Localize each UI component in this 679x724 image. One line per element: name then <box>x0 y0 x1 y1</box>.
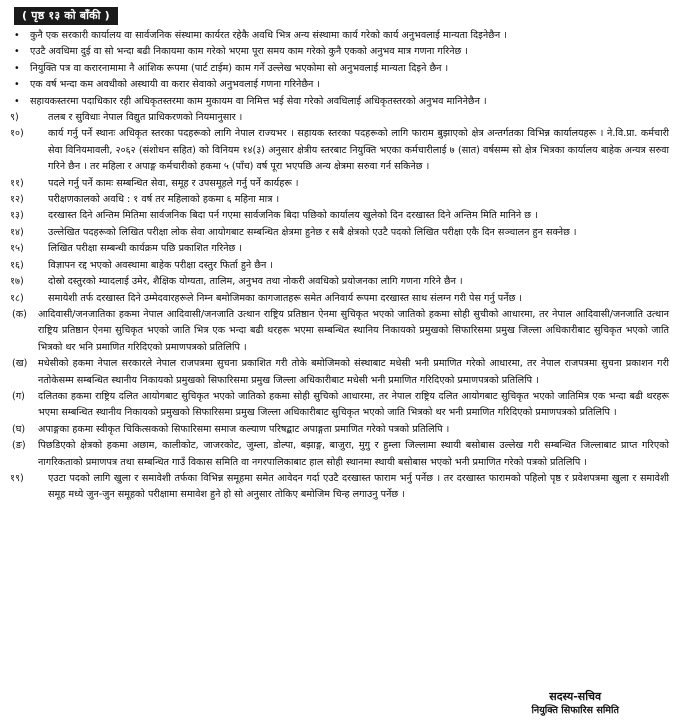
clause-text: उल्लेखित पदहरूको लिखित परीक्षा लोक सेवा आयोगबाट सम्बन्धित क्षेत्रमा हुनेछ र सबै क्षेत्रको एउटै पदको लिखित परीक्षा एकै दिन सञ्चालन हुन सक्नेछ । <box>48 226 577 238</box>
signatory-title: सदस्य-सचिव <box>549 690 602 703</box>
clause-item <box>10 110 669 126</box>
sub-clause-item <box>10 389 669 422</box>
experience-bullet-list <box>10 28 669 110</box>
sub-clause-label: (ख) <box>12 358 28 370</box>
sub-clause-text: आदिवासी/जनजातिका हकमा नेपाल आदिवासी/जनजाति उत्थान राष्ट्रिय प्रतिष्ठान ऐनमा सुचिकृत भएको जातिको हकमा सोही सुचीको आधारमा, तर नेपाल आदिवासी/जनजाति उत्थान राष्ट्रिय प्रतिष्ठान ऐनमा सुचिकृत भएको जाति भित्र एक भन्दा बढी थरहरू भएमा सम्बन्धित स्थानिय निकायको प्रमुखको सिफारिसमा प्रमुख जिल्ला अधिकारीबाट सुचिकृत भएको जाति भित्रको थर भनि प्रमाणित गरिदिएको प्रमाणपत्रको प्रतिलिपि । <box>38 308 669 353</box>
bullet-item: • एक वर्ष भन्दा कम अवधीको अस्थायी वा करार सेवाको अनुभवलाई गणना गरिनेछैन । <box>10 77 669 93</box>
committee-name: नियुक्ति सिफारिस समिति <box>531 705 619 716</box>
sub-clause-item <box>10 356 669 389</box>
sub-clause-text: पिछडिएको क्षेत्रको हकमा अछाम, कालीकोट, जाजरकोट, जुम्ला, डोल्पा, बझाङ्ग, बाजुरा, मुगु र हुम्ला जिल्लामा स्थायी बसोबास उल्लेख गरी सम्बन्धित जिल्लाबाट प्राप्त गरिएको नागरिकताको प्रमाणपत्र तथा सम्बन्धित गाउँ विकास समिति वा नगरपालिकाबाट हाल सोही स्थानमा स्थायी बसोबास भएको भनी प्रमाणित गरेको पत्रको प्रतिलिपि । <box>38 440 669 468</box>
clause-item <box>10 126 669 175</box>
numbered-clause-list <box>10 110 669 504</box>
clause-number: ९) <box>10 112 19 124</box>
continued-label: ( पृष्ठ १३ को बाँकी ) <box>14 7 118 25</box>
inclusive-documents-list <box>10 307 669 471</box>
clause-item <box>10 176 669 192</box>
clause-number: १७) <box>10 276 24 288</box>
sub-clause-label: (क) <box>12 308 27 320</box>
clause-text: लिखित परीक्षा सम्बन्धी कार्यक्रम पछि प्रकाशित गरिनेछ । <box>48 243 242 255</box>
clause-item <box>10 471 669 504</box>
clause-item <box>10 274 669 290</box>
sub-clause-item <box>10 307 669 356</box>
bullet-item: • नियुक्ति पत्र वा करारनामामा नै आंशिक रूपमा (पार्ट टाईम) काम गर्ने उल्लेख भएकोमा सो अनुभवलाई मान्यता दिइने छैन । <box>10 61 669 77</box>
clause-number: १६) <box>10 259 24 271</box>
clause-text: दरखास्त दिने अन्तिम मितिमा सार्वजनिक बिदा पर्न गएमा सार्वजनिक बिदा पछिको कार्यालय खुलेको दिन दरखास्त दिने अन्तिम मिति मानिने छ । <box>48 210 538 222</box>
clause-text: कार्य गर्नु पर्ने स्थानः अधिकृत स्तरका पदहरूको लागि नेपाल राज्यभर । सहायक स्तरका पदहरूको लागि फाराम बुझाएको क्षेत्र अन्तर्गतका विभिन्न कार्यालयहरू । ने.वि.प्रा. कर्मचारी सेवा विनियमावली, २०६२ (संशोधन सहित) को विनियम १४(३) अनुसार क्षेत्रीय स्तरबाट नियुक्ति भएका कर्मचारीलाई ७ (सात) वर्षसम्म सो क्षेत्र भित्रका कार्यालय बाहेक अन्यत्र सरुवा गरिने छैन । तर महिला र अपाङ्ग कर्मचारीको हकमा ५ (पाँच) वर्ष पूरा भएपछि अन्य क्षेत्रमा सरुवा गर्न सकिनेछ । <box>48 128 670 173</box>
clause-number: १८) <box>10 292 24 304</box>
clause-number: १९) <box>10 472 24 484</box>
sub-clause-item <box>10 438 669 471</box>
sub-clause-item <box>10 422 669 438</box>
clause-item <box>10 241 669 257</box>
sub-clause-text: मधेसीको हकमा नेपाल सरकारले नेपाल राजपत्रमा सुचना प्रकाशित गरी तोके बमोजिमको संस्थाबाट मधेसी भनी प्रमाणित गरेको आधारमा, तर नेपाल राजपत्रमा सुचना प्रकाशन गरी नतोकेसम्म सम्बन्धित स्थानीय निकायको प्रमुखको सिफारिसमा प्रमुख जिल्ला अधिकारीबाट मधेसी भनी प्रमाणित गरिदिएको प्रमाणपत्रको प्रतिलिपि । <box>38 358 669 386</box>
sub-clause-text: दलितका हकमा राष्ट्रिय दलित आयोगबाट सुचिकृत भएको जातिको हकमा सोही सुचिको आधारमा, तर नेपाल राष्ट्रिय दलित आयोगबाट सुचिकृत भएको जातिमित्र एक भन्दा बढी थरहरू भएमा सम्बन्धित स्थानीय निकायको प्रमुखको सिफारिसमा प्रमुख जिल्ला अधिकारीबाट सुचिकृत भएको जाति भित्रको थर भनी प्रमाणित गरिदिएको प्रमाणपत्रको प्रतिलिपि । <box>38 390 669 419</box>
sub-clause-label: (ग) <box>12 390 25 402</box>
clause-number: ११) <box>10 177 24 189</box>
clause-number: १०) <box>10 128 24 140</box>
clause-item <box>10 258 669 274</box>
clause-number: १३) <box>10 210 24 222</box>
clause-text: विज्ञापन रद्द भएको अवस्थामा बाहेक परीक्षा दस्तुर फिर्ता हुने छैन । <box>48 259 274 271</box>
clause-text: तलब र सुविधाः नेपाल विद्युत प्राधिकरणको नियमानुसार । <box>48 112 243 124</box>
clause-text: परीक्षणकालको अवधि : १ वर्ष तर महिलाको हकमा ६ महिना मात्र । <box>48 194 280 206</box>
bullet-item: • एउटै अवधिमा दुई वा सो भन्दा बढी निकायमा काम गरेको भएमा पूरा समय काम गरेको कुनै एकको अनुभव मात्र गणना गरिनेछ । <box>10 44 669 60</box>
clause-item <box>10 225 669 241</box>
clause-text: पदले गर्नु पर्ने कामः सम्बन्धित सेवा, समूह र उपसमूहले गर्नु पर्ने कार्यहरू । <box>48 177 299 189</box>
clause-text: समायेशी तर्फ दरखास्त दिने उम्मेदवारहरूले निम्न बमोजिमका कागजातहरू समेत अनिवार्य रूपमा दरखास्त साथ संलग्न गरी पेस गर्नु पर्नेछ । <box>48 292 522 304</box>
sub-clause-text: अपाङ्गका हकमा स्वीकृत चिकित्सकको सिफारिसमा समाज कल्याण परिषद्बाट अपाङ्गता प्रमाणित गरेको पत्रको प्रतिलिपि । <box>38 423 450 435</box>
clause-number: १४) <box>10 226 24 238</box>
clause-item <box>10 192 669 208</box>
signature-block <box>531 689 619 718</box>
clause-text: एउटा पदको लागि खुला र समावेशी तर्फका विभिन्न समूहमा समेत आवेदन गर्दा एउटै दरखास्त फाराम भर्नु पर्नेछ । तर दरखास्त फारामको पहिलो पृष्ठ र प्रवेशपत्रमा खुला र समावेशी समूह मध्ये जुन-जुन समूहको परीक्षामा समावेश हुने हो सो अनुसार तोकिए बमोजिम चिन्ह लगाउनु पर्नेछ । <box>48 472 669 501</box>
clause-text: दोस्रो दस्तुरको म्यादलाई उमेर, शैक्षिक योग्यता, तालिम, अनुभव तथा नोकरी अवधिको प्रयोजनका लागि गणना गरिने छैन । <box>48 276 463 288</box>
clause-number: १५) <box>10 243 24 255</box>
sub-clause-label: (घ) <box>12 423 26 435</box>
sub-clause-label: (ङ) <box>12 440 26 452</box>
bullet-item: • सहायकस्तरमा पदाधिकार रही अधिकृतस्तरमा काम मुकायम वा निमित्त भई सेवा गरेको अवधिलाई अधिकृतस्तरको अनुभव मानिनेछैन । <box>10 94 669 110</box>
clause-item <box>10 291 669 307</box>
clause-number: १२) <box>10 194 24 206</box>
clause-item <box>10 208 669 224</box>
bullet-item: • कुनै एक सरकारी कार्यालय वा सार्वजनिक संस्थामा कार्यरत रहेकै अवधि भित्र अन्य संस्थामा कार्य गरेको कार्य अनुभवलाई मान्यता दिइनेछैन । <box>10 28 669 44</box>
